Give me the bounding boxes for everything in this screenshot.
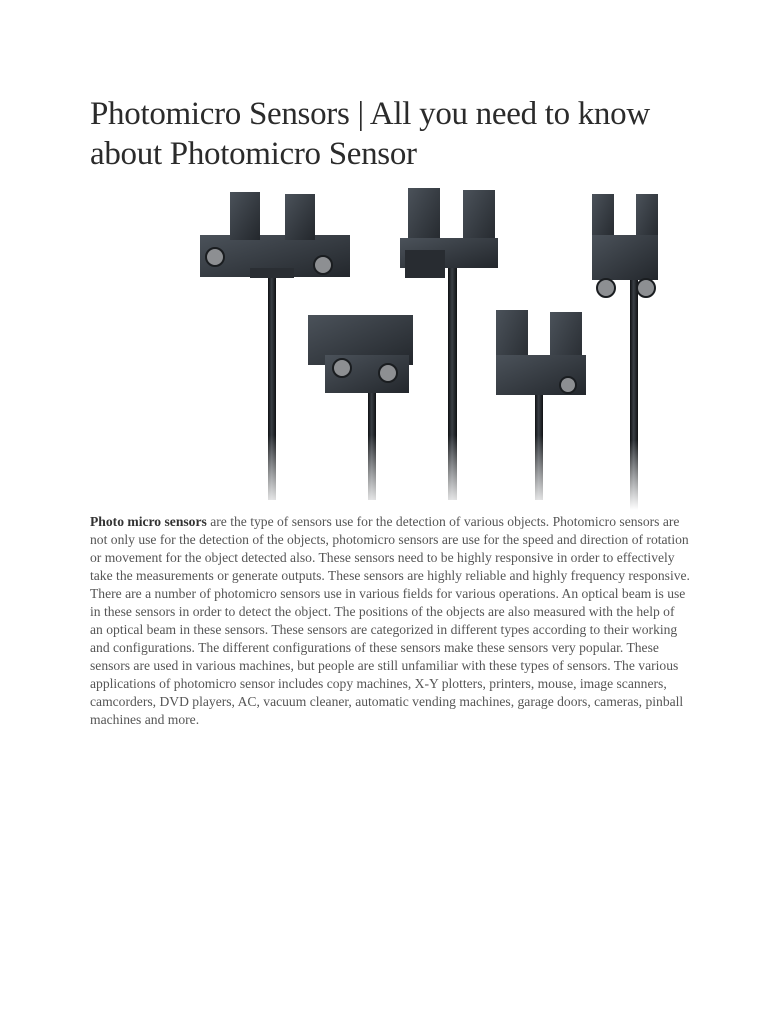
sensor-6 — [588, 190, 668, 510]
intro-bold-term: Photo micro sensors — [90, 514, 207, 529]
body-paragraph — [90, 513, 690, 729]
paragraph-text: are the type of sensors use for the detection of various objects. Photomicro sensors are not only use for the detection of the objects, photomicro sensors are use for the speed and direction of rotation or movement for the object detected also. These sensors need to be highly responsive in order to effectively take the measurements or generate outputs. These sensors are highly reliable and highly frequency responsive. There are a number of photomicro sensors use in various fields for various operations. An optical beam is use in these sensors in order to detect the object. The positions of the objects are also measured with the help of an optical beam in these sensors. These sensors are categorized in different types according to their working and configurations. The different configurations of these sensors make these sensors very popular. These sensors are used in various machines, but people are still unfamiliar with these types of sensors. The various applications of photomicro sensor includes copy machines, X-Y plotters, printers, mouse, image scanners, camcorders, DVD players, AC, vacuum cleaner, automatic vending machines, garage doors, cameras, pinball machines and more. — [90, 514, 690, 727]
photomicro-sensors-illustration — [190, 180, 610, 510]
sensor-photo — [190, 180, 610, 510]
page-title: Photomicro Sensors | All you need to know about Photomicro Sensor — [90, 96, 650, 172]
